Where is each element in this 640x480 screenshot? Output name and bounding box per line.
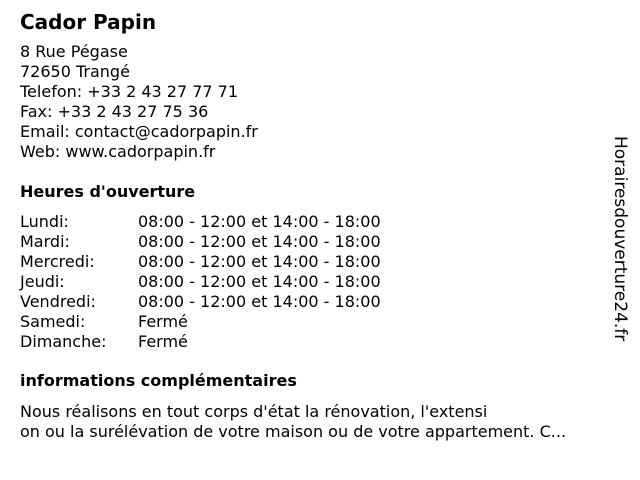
day-name: Vendredi: <box>20 292 96 311</box>
additional-info-text-line-2: on ou la surélévation de votre maison ou de votre appartement. C... <box>20 422 567 441</box>
phone-number: Telefon: +33 2 43 27 77 71 <box>20 82 239 101</box>
day-hours: 08:00 - 12:00 et 14:00 - 18:00 <box>138 232 381 251</box>
day-hours: Fermé <box>138 332 188 351</box>
fax-number: Fax: +33 2 43 27 75 36 <box>20 102 209 121</box>
day-hours: 08:00 - 12:00 et 14:00 - 18:00 <box>138 212 381 231</box>
hours-row <box>20 272 620 292</box>
hours-row <box>20 292 620 312</box>
email-address: Email: contact@cadorpapin.fr <box>20 122 258 141</box>
hours-row <box>20 332 620 352</box>
address-street: 8 Rue Pégase <box>20 42 128 61</box>
day-name: Dimanche: <box>20 332 107 351</box>
additional-info-text-line-1: Nous réalisons en tout corps d'état la rénovation, l'extensi <box>20 402 488 421</box>
day-hours: 08:00 - 12:00 et 14:00 - 18:00 <box>138 292 381 311</box>
day-hours: Fermé <box>138 312 188 331</box>
address-city: 72650 Trangé <box>20 62 130 81</box>
hours-row <box>20 252 620 272</box>
day-hours: 08:00 - 12:00 et 14:00 - 18:00 <box>138 272 381 291</box>
hours-row <box>20 232 620 252</box>
opening-hours-list <box>20 212 620 352</box>
website: Web: www.cadorpapin.fr <box>20 142 216 161</box>
hours-row <box>20 312 620 332</box>
opening-hours-title: Heures d'ouverture <box>20 182 196 201</box>
day-name: Lundi: <box>20 212 69 231</box>
day-name: Jeudi: <box>20 272 65 291</box>
day-name: Mardi: <box>20 232 70 251</box>
business-name: Cador Papin <box>20 10 157 34</box>
day-name: Mercredi: <box>20 252 95 271</box>
hours-row <box>20 212 620 232</box>
day-hours: 08:00 - 12:00 et 14:00 - 18:00 <box>138 252 381 271</box>
business-card <box>20 8 620 442</box>
site-watermark: Horairesdouverture24.fr <box>610 136 630 342</box>
additional-info-title: informations complémentaires <box>20 371 297 390</box>
day-name: Samedi: <box>20 312 86 331</box>
